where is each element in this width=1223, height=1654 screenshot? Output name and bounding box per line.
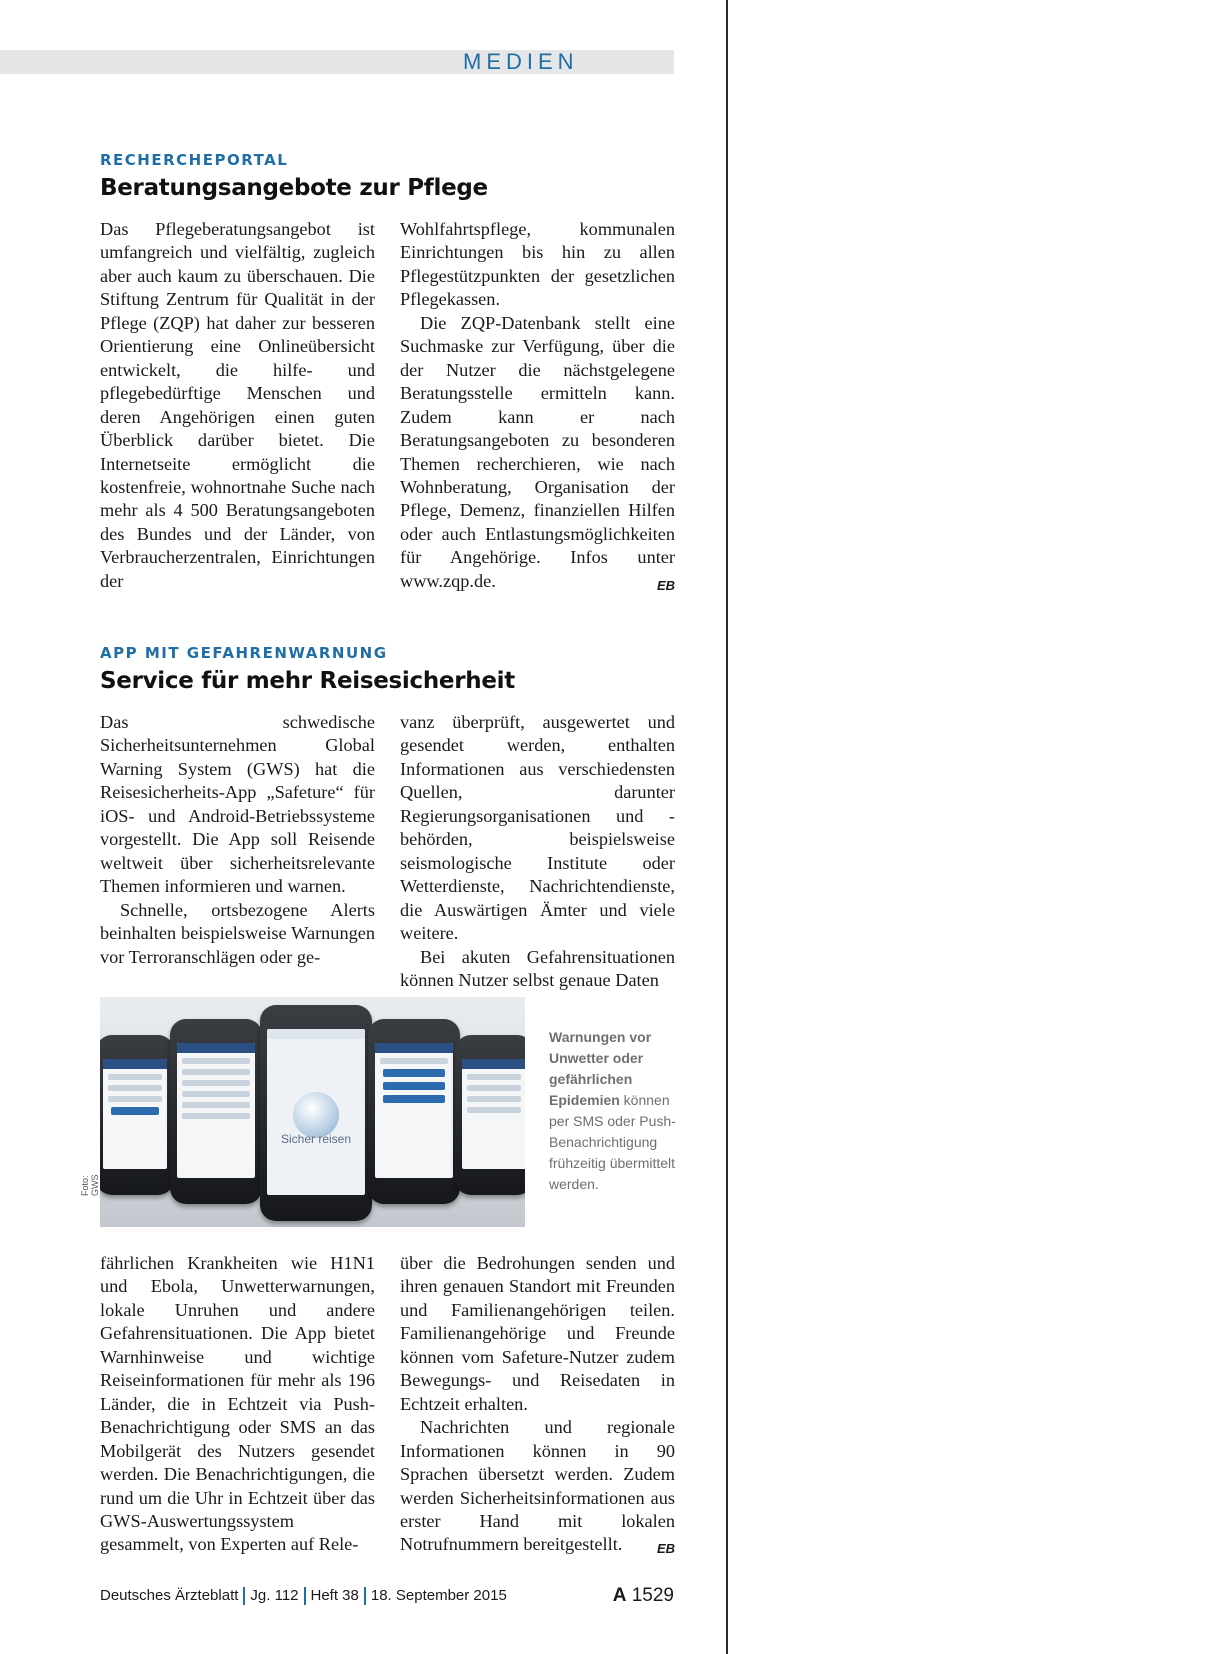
- page-edge-rule: [726, 0, 728, 1654]
- article2-kicker: APP MIT GEFAHRENWARNUNG: [100, 644, 388, 662]
- journal-issue: Heft 38: [310, 1587, 359, 1604]
- article1-column-left: [100, 218, 375, 593]
- section-label: MEDIEN: [463, 49, 579, 74]
- phone-image: [455, 1035, 525, 1195]
- paragraph: über die Bedrohungen senden und ihren genauen Standort mit Freunden und Familienangehörigen teilen. Familienangehörige und Freunde können vom Safeture-Nutzer zudem Bewegungs- und Reisedaten in Echtzeit erhalten.: [400, 1253, 675, 1414]
- screen-title: Sicher reisen: [280, 1131, 352, 1146]
- article2-headline: Service für mehr Reisesicherheit: [100, 668, 515, 694]
- caption-lead: Warnungen vor Unwetter oder gefährlichen Epidemien: [549, 1029, 652, 1108]
- phone-screen: [267, 1029, 365, 1195]
- page-number: [613, 1584, 674, 1608]
- article2-column-left-top: [100, 711, 375, 969]
- page-footer: [100, 1584, 674, 1608]
- paragraph: fährlichen Krankheiten wie H1N1 und Ebola, Unwetterwarnungen, lokale Unruhen und andere Gefahrensituationen. Die App bietet Warnhinweise und wichtige Reiseinformationen für mehr als 196 Länder, die in Echtzeit via Push-Benachrichtigung oder SMS an das Mobilgerät des Nutzers gesendet werden. Die Benachrichtigungen, die rund um die Uhr in Echtzeit über das GWS-Auswertungssystem gesammelt, von Experten auf Rele-: [100, 1253, 375, 1555]
- article1-headline: Beratungsangebote zur Pflege: [100, 175, 488, 201]
- issue-date: 18. September 2015: [370, 1587, 507, 1604]
- paragraph: [400, 1416, 675, 1557]
- caption-text: können per SMS oder Push-Benachrichtigung frühzeitig übermittelt werden.: [549, 1092, 676, 1192]
- paragraph: Bei akuten Gefahrensituationen können Nutzer selbst genaue Daten: [400, 946, 675, 990]
- journal-volume: Jg. 112: [250, 1587, 299, 1604]
- author-signature: EB: [656, 1541, 675, 1557]
- phone-image: [100, 1035, 174, 1195]
- article1-column-right: [400, 218, 675, 597]
- phone-screen: [177, 1043, 255, 1178]
- paragraph: vanz überprüft, ausgewertet und gesendet werden, enthalten Informationen aus verschiedensten Quellen, darunter Regierungsorganisationen und -behörden, beispielsweise seismologische Institute oder Wetterdienste, Nachrichtendienste, die Auswärtigen Ämter und viele weitere.: [400, 712, 675, 944]
- article2-column-right-top: [400, 711, 675, 992]
- journal-name: Deutsches Ärzteblatt: [100, 1587, 239, 1604]
- paragraph: Das schwedische Sicherheitsunternehmen Global Warning System (GWS) hat die Reisesicherheits-App „Safeture“ für iOS- und Android-Betriebssysteme vorgestellt. Die App soll Reisende weltweit über sicherheitsrelevante Themen informieren und warnen.: [100, 712, 375, 897]
- app-screenshot-photo: [100, 997, 525, 1227]
- phone-screen: [375, 1043, 453, 1178]
- author-signature: EB: [656, 577, 675, 593]
- page-number-value: 1529: [631, 1585, 674, 1606]
- paragraph: Schnelle, ortsbezogene Alerts beinhalten beispielsweise Warnungen vor Terroranschlägen oder ge-: [100, 899, 375, 967]
- article2-column-right-bottom: [400, 1252, 675, 1561]
- article1-kicker: RECHERCHEPORTAL: [100, 151, 289, 169]
- paragraph-text: Nachrichten und regionale Informationen können in 90 Sprachen übersetzt werden. Zudem werden Sicherheitsinformationen aus erster Hand mit lokalen Notrufnummern bereitgestellt.: [400, 1417, 675, 1555]
- phone-image: [170, 1019, 262, 1204]
- page-letter: A: [612, 1585, 627, 1606]
- phone-image: [368, 1019, 460, 1204]
- paragraph: [400, 312, 675, 593]
- photo-caption: [549, 1027, 679, 1195]
- article2-column-left-bottom: [100, 1252, 375, 1557]
- paragraph-text: Die ZQP-Datenbank stellt eine Suchmaske zur Verfügung, über die der Nutzer die nächstgelegene Beratungsstelle ermitteln kann. Zudem kann er nach Beratungsangeboten zu besonderen Themen recherchieren, wie nach Wohnberatung, Organisation der Pflege, Demenz, finanziellen Hilfen oder auch Entlastungsmöglichkeiten für Angehörige. Infos unter www.zqp.de.: [400, 312, 675, 591]
- paragraph: Wohlfahrtspflege, kommunalen Einrichtungen bis hin zu allen Pflegestützpunkten der gesetzlichen Pflegekassen.: [400, 219, 675, 310]
- phone-screen: [103, 1059, 167, 1169]
- photo-credit: Foto: GWS: [80, 1174, 100, 1196]
- phone-screen: [462, 1059, 525, 1169]
- phone-image: [260, 1005, 372, 1221]
- paragraph: Das Pflegeberatungsangebot ist umfangreich und vielfältig, zugleich aber auch kaum zu überschauen. Die Stiftung Zentrum für Qualität in der Pflege (ZQP) hat daher zur besseren Orientierung eine Onlineübersicht entwickelt, die hilfe- und pflegebedürftige Menschen und deren Angehörigen einen guten Überblick darüber bietet. Die Internetseite ermöglicht die kostenfreie, wohnortnahe Suche nach mehr als 4 500 Beratungsangeboten des Bundes und der Länder, von Verbraucherzentralen, Einrichtungen der: [100, 219, 375, 591]
